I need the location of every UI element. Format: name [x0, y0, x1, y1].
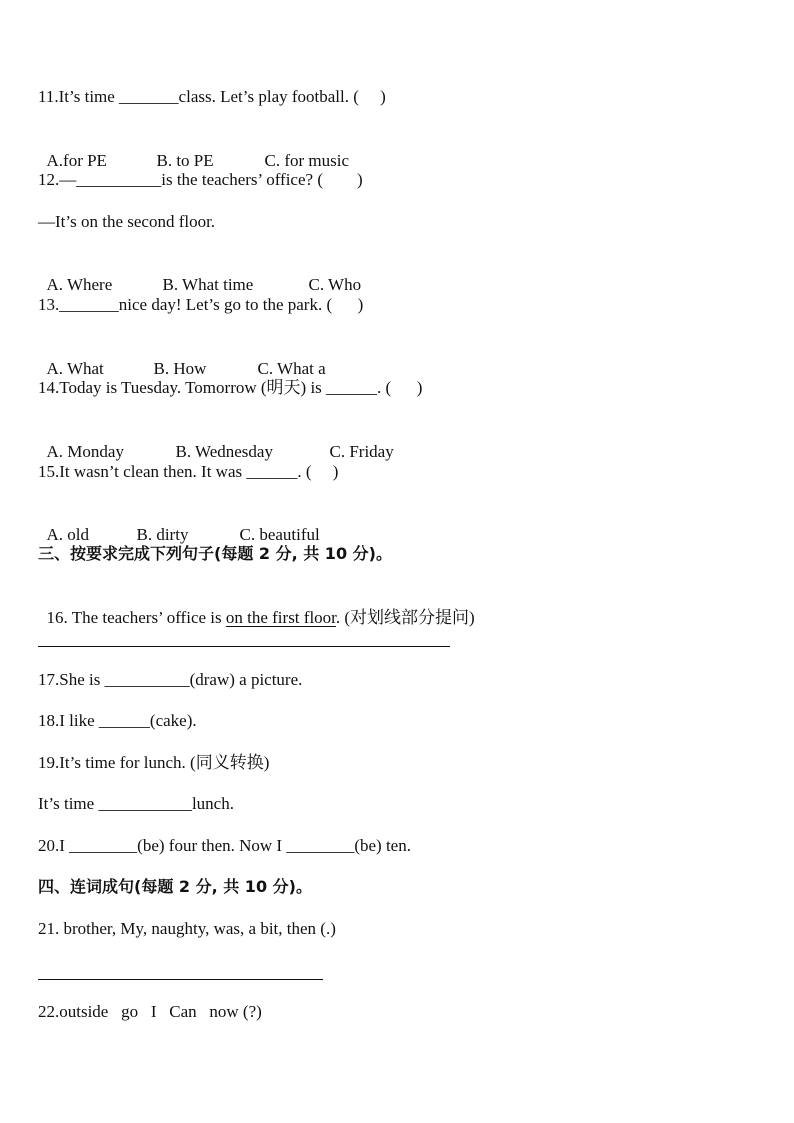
question-16-prefix: 16. The teachers’ office is — [46, 608, 226, 627]
question-12-answer-line: —It’s on the second floor. — [38, 212, 216, 231]
question-22-stem: 22.outside go I Can now (?) — [38, 1002, 262, 1021]
question-12-options — [38, 252, 361, 296]
question-11-options — [38, 128, 349, 172]
question-18-stem: 18.I like ______(cake). — [38, 711, 197, 730]
question-21-stem: 21. brother, My, naughty, was, a bit, then (.) — [38, 919, 336, 938]
option-b: B. How — [153, 359, 207, 378]
option-a: A.for PE — [46, 151, 107, 170]
option-a: A. What — [46, 359, 104, 378]
section-3-heading: 三、按要求完成下列句子(每题 2 分, 共 10 分)。 — [38, 544, 392, 563]
option-b: B. dirty — [136, 525, 189, 544]
question-14-options — [38, 419, 394, 463]
option-a: A. Monday — [46, 442, 124, 461]
option-b: B. Wednesday — [175, 442, 273, 461]
option-c: C. Friday — [329, 442, 394, 461]
question-16-stem — [38, 585, 475, 629]
question-14-stem: 14.Today is Tuesday. Tomorrow (明天) is ______. ( ) — [38, 378, 423, 397]
option-c: C. for music — [264, 151, 350, 170]
question-13-options — [38, 336, 326, 380]
option-a: A. old — [46, 525, 89, 544]
question-15-stem: 15.It wasn’t clean then. It was ______. ( ) — [38, 462, 339, 481]
question-16-underlined-phrase: on the first floor — [225, 608, 336, 627]
question-17-stem: 17.She is __________(draw) a picture. — [38, 670, 303, 689]
section-4-heading: 四、连词成句(每题 2 分, 共 10 分)。 — [38, 877, 312, 896]
option-c: C. Who — [308, 275, 362, 294]
question-16-suffix: . (对划线部分提问) — [335, 608, 475, 627]
question-21-answer-blank — [38, 979, 323, 980]
option-b: B. to PE — [156, 151, 214, 170]
question-19-answer-line: It’s time ___________lunch. — [38, 794, 234, 813]
option-b: B. What time — [162, 275, 254, 294]
question-15-options — [38, 502, 320, 546]
option-c: C. beautiful — [239, 525, 320, 544]
question-19-stem: 19.It’s time for lunch. (同义转换) — [38, 753, 270, 772]
question-11-stem: 11.It’s time _______class. Let’s play football. ( ) — [38, 87, 386, 106]
question-12-stem: 12.—__________is the teachers’ office? ( ) — [38, 170, 363, 189]
question-20-stem: 20.I ________(be) four then. Now I ________(be) ten. — [38, 836, 411, 855]
option-c: C. What a — [257, 359, 326, 378]
option-a: A. Where — [46, 275, 113, 294]
question-13-stem: 13._______nice day! Let’s go to the park. ( ) — [38, 295, 364, 314]
question-16-answer-blank — [38, 646, 450, 647]
